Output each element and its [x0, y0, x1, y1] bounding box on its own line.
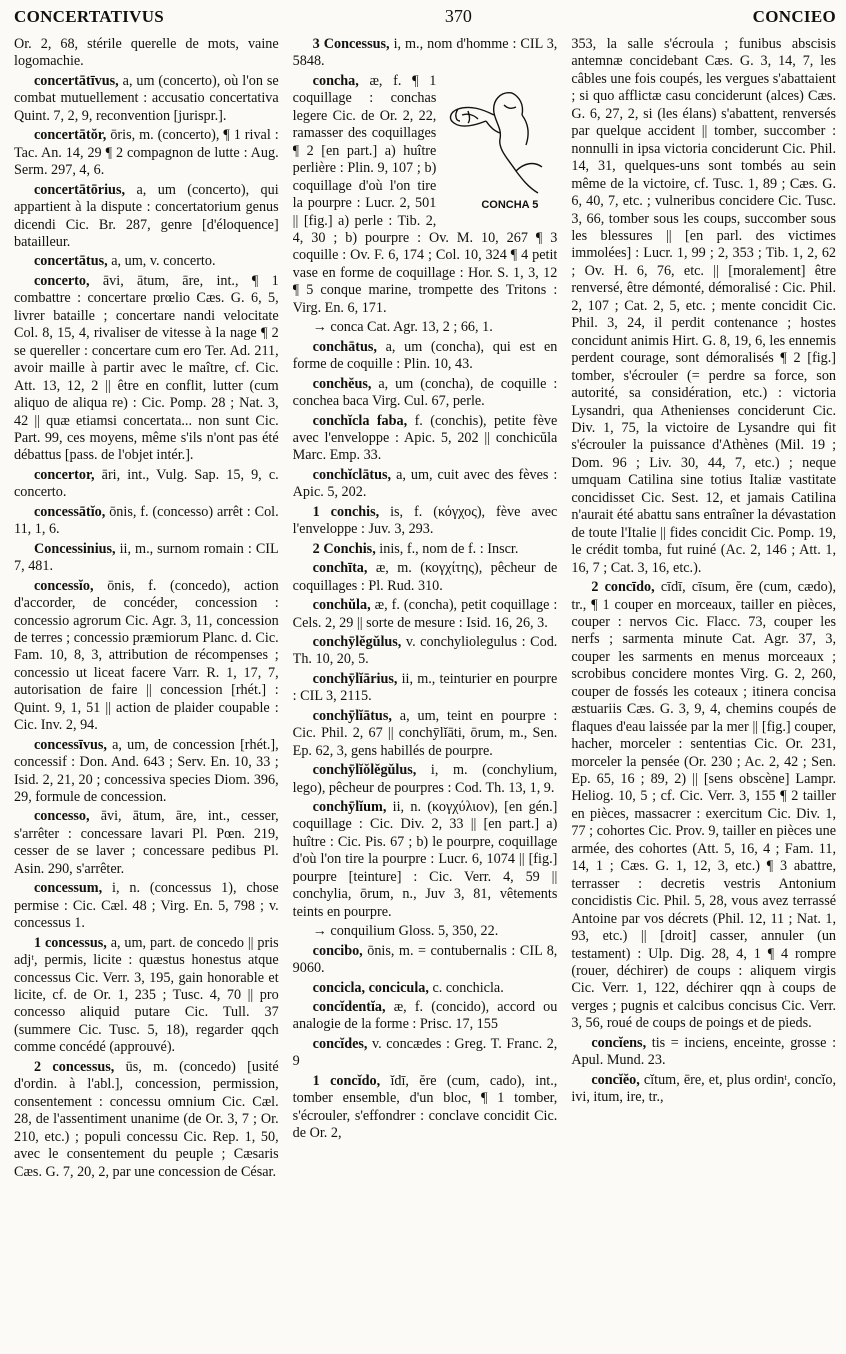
dictionary-entry [571, 579, 836, 1033]
dictionary-entry [293, 504, 558, 539]
entry-definition: a, um, de concession [rhét.], concessif : Don. And. 643 ; Serv. En. 10, 33 ; Isid. 2, 21, 20 ; concessiva species Diom. 396, 29, formule de concession. [14, 736, 279, 806]
dictionary-entry [14, 467, 279, 502]
entry-definition: ōnis, m. = contubernalis : CIL 8, 9060. [292, 942, 558, 977]
entry-headword: concĭĕo, [591, 1071, 640, 1088]
entry-headword: conchĭcla faba, [312, 412, 408, 429]
page-header [14, 6, 836, 36]
entry-definition: ūs, m. (concedo) [usité d'ordin. à l'abl.], concession, permission, consentement : concessu omnium Cic. Cæl. 28, de l'assentiment unanime (de Or. 3, 7 ; Or. 210, etc.) ; populi concessu Cic. Rep. 1, 50, avec le consentement du peuple ; Cæsaris Cæs. G. 7, 20, 2, par une concession de César. [14, 1058, 279, 1180]
entry-headword: concessĭo, [34, 577, 94, 594]
entry-definition: ĭdī, ĕre (cum, cado), int., tomber ensemble, d'un bloc, ¶ 1 tomber, s'écrouler, s'effondrer : conclave concidit Cic. de Or. 2, [292, 1072, 558, 1142]
dictionary-entry [14, 504, 279, 539]
entry-definition: is, f. (κόγχος), fève avec l'enveloppe : Juv. 3, 293. [292, 503, 558, 538]
entry-definition: → conquilium Gloss. 5, 350, 22. [312, 923, 499, 940]
dictionary-entry [571, 1035, 836, 1070]
entry-definition: a, um, teint en pourpre : Cic. Phil. 2, 67 || conchȳlĭāti, ōrum, m., Sen. Ep. 62, 3, gens habillés de pourpre. [292, 707, 558, 759]
entry-headword: conchȳlĭātus, [312, 707, 392, 724]
running-head-right: CONCIEO [752, 7, 836, 26]
entry-definition: cīdī, cīsum, ĕre (cum, cædo), tr., ¶ 1 couper en morceaux, tailler en pièces, couper : nervos Cic. Flacc. 73, couper les nerfs ; sarmenta minute Cat. Agr. 37, 3, couper les sarments en menus morceaux ; scrobibus concidere montes Virg. G. 2, 260, couper de fossés les coteaux ; itinera concisa æstuariis Cæs. G. 3, 9, 4, chemins coupés de flaques d'eau laissée par la mer || [fig.] couper, hacher, morceler : sententias Cic. Or. 231, morceler la pensée (Or. 230 ; Ac. 2, 42 ; Sen. Ep. 65, 16 ; 89, 2) || [sens obscène] Lampr. Heliog. 10, 5 ; cf. Cic. Verr. 3, 155 ¶ 2 tailler en pièces, massacrer : exercitum Cic. Div. 1, 77 ; cohortes Cic. Prov. 9, tailler en pièces une armée, des cohortes (Att. 5, 16, 4 ; Fam. 11, 14, 1 ; Cæs. G. 1, 12, 3, etc.) ¶ 3 abattre, terrasser : decretis vestris Antonium concidistis Cic. Phil. 5, 28, vous avez terrassé Antoine par vos décrets (Phil. 12, 11 ; Nat. 1, 93, etc.) || [droit] casser, annuler (un testament) : Ulp. Dig. 28, 4, 1 ¶ 4 rompre (rouer, déchirer) de coups : aliquem virgis Cic. Verr. 1, 122, déchirer qqn à coups de verges ; pugnis et calcibus concisus Cic. Verr. 3, 56, roué de coups de poings et de pieds. [571, 579, 837, 1032]
dictionary-entry [293, 999, 558, 1034]
dictionary-entry [14, 1059, 279, 1181]
entry-definition: a, um (concha), qui est en forme de coquille : Plin. 10, 43. [292, 338, 558, 373]
entry-headword: concertor, [34, 466, 95, 483]
entry-headword: concessātĭo, [34, 503, 106, 520]
dictionary-entry [14, 73, 279, 125]
entry-headword: concha, [312, 72, 359, 89]
entry-headword: conchȳlĭum, [312, 799, 387, 816]
column-2 [293, 36, 558, 1346]
entry-definition: v. conchyliolegulus : Cod. Th. 10, 20, 5. [292, 633, 558, 668]
entry-headword: concertātus, [34, 253, 108, 270]
dictionary-entry [293, 980, 558, 997]
entry-definition: a, um, part. de concedo || pris adjᵗ, permis, licite : quæstus honestus atque concessus Cic. Verr. 3, 195, gain honorable et licite, cf. de Or. 1, 235 ; Tusc. 4, 70 || pro concesso aliquid putare Cic. Tull. 37 (summere Cic. Tusc. 5, 18), regarder qqch comme concédé (approuvé). [14, 934, 279, 1056]
entry-headword: concertātīvus, [34, 72, 119, 89]
dictionary-entry [293, 413, 558, 465]
dictionary-entry [14, 578, 279, 735]
dictionary-entry [293, 376, 558, 411]
entry-definition: ii, n. (κογχύλιον), [en gén.] coquillage : Cic. Div. 2, 33 || [en part.] a) huître : Cic. Pis. 67 ; b) le pourpre, coquillage d'où l'on tire la pourpre : Lucr. 6, 1074 || [fig.] pourpre [teinture] : Cic. Verr. 4, 59 || conchylia, ōrum, n., Juv 3, 81, vêtements teints en pourpre. [292, 799, 558, 920]
entry-definition: ōnis, f. (concesso) arrêt : Col. 11, 1, 6. [14, 503, 279, 538]
entry-headword: concessum, [34, 880, 103, 897]
entry-headword: concessīvus, [34, 736, 107, 753]
dictionary-entry [293, 36, 558, 71]
entry-headword: conchātus, [312, 338, 377, 355]
entry-definition: ii, m., surnom romain : CIL 7, 481. [14, 540, 279, 575]
dictionary-entry [293, 339, 558, 374]
dictionary-entry [293, 708, 558, 760]
dictionary-entry [293, 762, 558, 797]
entry-headword: conchŭla, [312, 597, 371, 614]
dictionary-entry [14, 935, 279, 1057]
entry-headword: conchȳlĭŏlĕgŭlus, [312, 762, 417, 779]
entry-definition: i, n. (concessus 1), chose permise : Cic. Cæl. 48 ; Virg. En. 5, 798 ; v. concessus 1. [14, 880, 279, 932]
dictionary-entry [293, 634, 558, 669]
dictionary-entry [14, 273, 279, 465]
entry-definition: ōnis, f. (concedo), action d'accorder, de concéder, concession : concessio agrorum Cic. Agr. 3, 11, concession de terres ; concessio præmiorum Planc. d. Cic. Fam. 10, 8, 3, attribution de récompenses ; concessio ut liceat facere Varr. R. 1, 17, 7, autorisation de faire || concession [rhét.] : Quint. 9, 1, 51 || action de plaider coupable : Cic. Inv. 2, 94. [14, 577, 279, 734]
dictionary-entry [14, 808, 279, 878]
entry-definition: āri, int., Vulg. Sap. 15, 9, c. concerto. [14, 466, 279, 501]
figure-caption: CONCHA 5 [481, 198, 539, 211]
dictionary-entry [14, 182, 279, 252]
dictionary-entry [293, 1073, 558, 1143]
dictionary-entry [293, 923, 558, 940]
dictionary-entry [293, 1036, 558, 1071]
entry-headword: 3 Concessus, [312, 36, 390, 52]
dictionary-entry [14, 127, 279, 179]
entry-definition: āvi, ātum, āre, int., cesser, s'arrêter : concessare lavari Pl. Pœn. 219, cesser de se laver ; concessare pedibus Pl. Asin. 290, s'arrêter. [14, 808, 279, 877]
entry-definition: ii, m., teinturier en pourpre : CIL 3, 2115. [292, 670, 558, 705]
entry-headword: concĭdes, [312, 1035, 368, 1052]
entry-headword: concertātŏr, [34, 127, 107, 144]
entry-headword: 1 concessus, [34, 934, 107, 951]
dictionary-entry [293, 799, 558, 921]
dictionary-entry [293, 671, 558, 706]
dictionary-entry [14, 880, 279, 932]
dictionary-entry [293, 560, 558, 595]
entry-definition: æ, f. (concha), petit coquillage : Cels. 2, 29 || sorte de mesure : Isid. 16, 26, 3. [292, 597, 558, 631]
dictionary-entry [14, 253, 279, 270]
entry-headword: concicla, concicula, [312, 979, 429, 996]
entry-definition: æ, m. (κογχίτης), pêcheur de coquillages : Pl. Rud. 310. [292, 560, 558, 594]
dictionary-entry [293, 73, 558, 317]
page-number: 370 [444, 6, 472, 26]
entry-definition: a, um, cuit avec des fèves : Apic. 5, 202. [292, 466, 558, 501]
entry-headword: conchīta, [312, 560, 368, 577]
entry-definition: a, um (concerto), qui appartient à la dispute : concertatorium genus dicendi Cic. Br. 287, genre [d'éloquence] batailleur. [14, 181, 279, 250]
triton-conch-illustration-icon [442, 75, 557, 197]
entry-headword: concertātōrius, [34, 181, 126, 198]
entry-headword: conchȳlĭārius, [312, 670, 398, 687]
entry-definition: æ, f. (concido), accord ou analogie de la forme : Prisc. 17, 155 [292, 999, 558, 1033]
entry-definition: i, m., nom d'homme : CIL 3, 5848. [292, 36, 558, 70]
dictionary-entry [293, 467, 558, 502]
entry-definition: c. conchicla. [432, 979, 504, 996]
dictionary-entry [14, 36, 279, 71]
dictionary-entry [14, 541, 279, 576]
dictionary-entry [293, 319, 558, 336]
entry-headword: concerto, [34, 272, 90, 289]
dictionary-entry [571, 36, 836, 577]
entry-definition: a, um (concerto), où l'on se combat mutuellement : accusatio concertativa Quint. 7, 2, 9, reconvention [jurispr.]. [14, 72, 279, 124]
entry-headword: concĭdentĭa, [312, 999, 386, 1016]
entry-definition: tis = inciens, enceinte, grosse : Apul. Mund. 23. [571, 1034, 837, 1069]
columns [14, 36, 836, 1346]
dictionary-entry [14, 737, 279, 807]
column-3 [571, 36, 836, 1346]
entry-headword: conchĕus, [312, 375, 372, 392]
entry-definition: æ, f. ¶ 1 coquillage : conchas legere Cic. de Or. 2, 22, ramasser des coquillages ¶ 2 [en part.] a) huître perlière : Plin. 9, 107 ; b) coquillage d'où l'on tire la pourpre : Lucr. 2, 501 || [fig.] a) perle : Tib. 2, 4, 30 ; b) pourpre : Ov. M. 10, 267 ¶ 3 coquille : Ov. F. 6, 174 ; Col. 10, 324 ¶ 4 petit vase en forme de coquillage : Hor. S. 1, 3, 12 ¶ 5 conque marine, trompette des Tritons : Virg. En. 6, 171. [292, 72, 558, 316]
entry-headword: 1 concĭdo, [312, 1072, 381, 1089]
entry-definition: v. concædes : Greg. T. Franc. 2, 9 [292, 1035, 558, 1070]
entry-headword: conchȳlĕgŭlus, [312, 633, 402, 650]
dictionary-entry [293, 597, 558, 632]
entry-definition: ōris, m. (concerto), ¶ 1 rival : Tac. An. 14, 29 ¶ 2 compagnon de lutte : Aug. Serm. 297, 4, 6. [14, 127, 279, 179]
entry-definition: inis, f., nom de f. : Inscr. [379, 540, 519, 557]
entry-headword: concesso, [34, 808, 90, 825]
entry-definition: āvi, ātum, āre, int., ¶ 1 combattre : concertare prœlio Cæs. G. 6, 5, livrer bataille ; concertare nandi velocitate Col. 8, 15, 4, rivaliser de vitesse à la nage ¶ 2 se quereller : concertare cum ero Ter. Ad. 211, avoir maille à partir avec le maître, cf. Cic. Att. 13, 12, 2 || être en conflit, lutter (cum aliquo de aliqua re) : Cic. Pomp. 28 ; Nat. 3, 42 || quæ etiamsi concertata... non sunt Cic. Part. 99, ces moyens, même s'ils n'ont pas été débattus [pass. de l'objet intér.]. [14, 272, 279, 464]
entry-headword: 2 Conchis, [312, 540, 376, 557]
entry-headword: 1 conchis, [312, 503, 380, 520]
dictionary-entry [293, 541, 558, 558]
dictionary-entry [571, 1072, 836, 1107]
dictionary-entry [293, 943, 558, 978]
entry-definition: i, m. (conchylium, lego), pêcheur de pourpres : Cod. Th. 13, 1, 9. [292, 762, 558, 796]
entry-headword: 2 concessus, [34, 1058, 115, 1075]
entry-definition: a, um, v. concerto. [111, 253, 216, 270]
entry-headword: conchĭclātus, [312, 466, 392, 483]
entry-definition: 353, la salle s'écroula ; funibus abscisis antemnæ concidebant Cæs. G. 3, 14, 7, les câbles une fois coupés, les vergues s'abattaient ; si quo afflictæ casu conciderunt (alces) Cæs. G. 6, 27, 2, si (les élans) s'abattent, renversés par quelque accident || tomber, succomber : nonnulli in ipsa victoria conciderunt Cic. Phil. 14, 31, quelques-uns sont tombés au sein même de la victoire, cf. Tusc. 1, 89 ; Cæs. G. 6, 40, 7, etc. ; vulneribus concidere Cic. Tusc. 3, 66, tomber sous les coups, succomber sous les blessures || [en parl. des victimes immolées] : Lucr. 1, 99 ; 2, 353 ; Tib. 1, 2, 62 ; Ov. H. 6, 76, etc. || [moralement] être renversé, être démonté, démoralisé : Cic. Phil. 2, 107 ; Cat. 2, 5, etc. ; mente concidit Cic. Phil. 3, 24, il perdit contenance ; hostes concidunt animis Hirt. G. 8, 19, 6, les ennemis perdent courage, sont démoralisés ¶ 2 [fig.] tomber, s'écrouler (= perdre sa force, son autorité, sa considération, etc.) : victoria Lysandri, qua Athenienses conciderunt Cic. Div. 1, 75, la victoire de Lysandre qui fit s'écrouler la puissance d'Athènes (Mil. 19 ; Dom. 96 ; Liv. 30, 44, 7, etc.) ; neque umquam Catilina sine totius Italiæ vastitate concidisset Cic. Sest. 12, et jamais Catilina n'aurait été abattu sans entraîner la dévastation de toute l'Italie || fides concidit Cic. Pomp. 19, le crédit tomba, fut ruiné (Ac. 2, 146 ; Att. 1, 16, 7 ; Cat. 3, 16, etc.). [571, 36, 837, 576]
entry-definition: cĭtum, ēre, et, plus ordinᵗ, concĭo, ivi, itum, ire, tr., [571, 1071, 837, 1106]
entry-definition: f. (conchis), petite fève avec l'enveloppe : Apic. 5, 202 || conchicŭla Marc. Emp. 33. [292, 412, 558, 464]
entry-headword: concibo, [312, 942, 363, 959]
entry-definition: Or. 2, 68, stérile querelle de mots, vaine logomachie. [14, 36, 279, 70]
entry-definition: → conca Cat. Agr. 13, 2 ; 66, 1. [312, 319, 493, 336]
column-1 [14, 36, 279, 1346]
entry-headword: concĭens, [591, 1034, 647, 1051]
concha-figure [442, 75, 557, 213]
entry-headword: 2 concīdo, [591, 579, 655, 596]
running-head-left: CONCERTATIVUS [14, 7, 165, 26]
entry-definition: a, um (concha), de coquille : conchea baca Virg. Cul. 67, perle. [292, 375, 558, 410]
entry-headword: Concessinius, [34, 540, 116, 557]
